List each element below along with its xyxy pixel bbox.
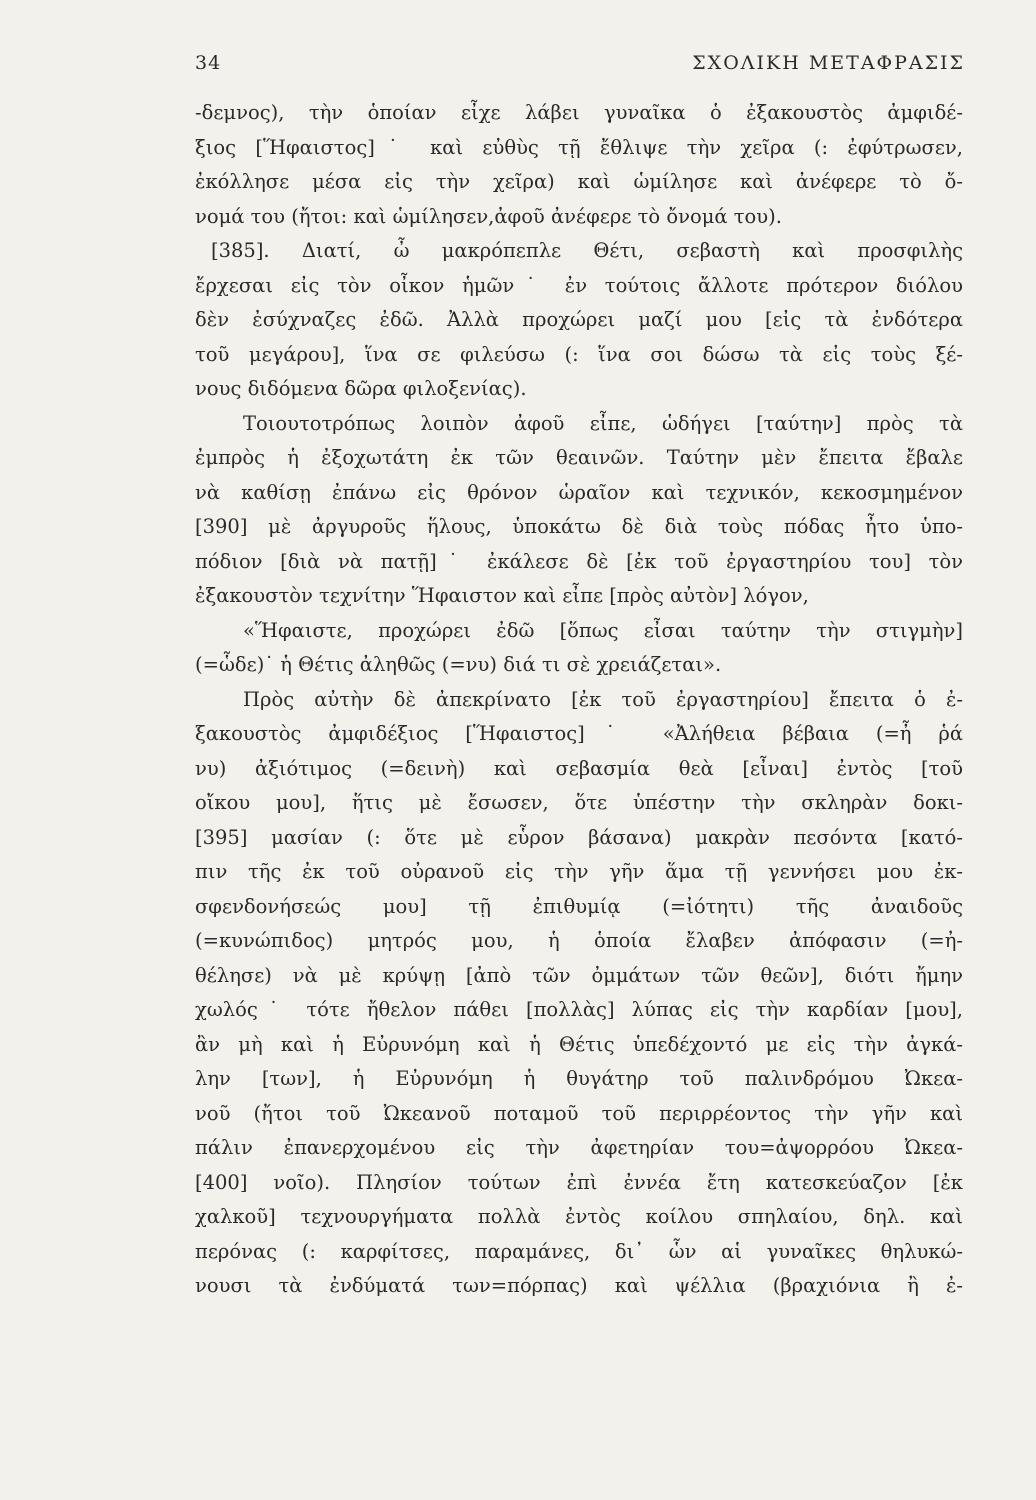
text-line: [385]. Διατί, ὦ μακρόπεπλε Θέτι, σεβαστὴ καὶ προσφιλὴς bbox=[211, 239, 963, 262]
text-line: πιν τῆς ἐκ τοῦ οὐρανοῦ εἰς τὴν γῆν ἅμα τῇ γεννήσει μου ἐκ- bbox=[195, 860, 963, 883]
text-line: χαλκοῦ] τεχνουργήματα πολλὰ ἐντὸς κοίλου σπηλαίου, δηλ. καὶ bbox=[195, 1205, 963, 1228]
page-header bbox=[195, 52, 965, 86]
text-line: ἐξακουστὸν τεχνίτην Ἥφαιστον καὶ εἶπε [πρὸς αὐτὸν] λόγον, bbox=[195, 584, 809, 607]
text-line: τοῦ μεγάρου], ἵνα σε φιλεύσω (: ἵνα σοι δώσω τὰ εἰς τοὺς ξέ- bbox=[195, 342, 963, 366]
text-line: ἔρχεσαι εἰς τὸν οἶκον ἡμῶν˙ ἐν τούτοις ἄλλοτε πρότερον διόλου bbox=[195, 273, 963, 297]
text-line: ἐκόλλησε μέσα εἰς τὴν χεῖρα) καὶ ὡμίλησε καὶ ἀνέφερε τὸ ὄ- bbox=[195, 170, 963, 193]
text-line: θέλησε) νὰ μὲ κρύψῃ [ἀπὸ τῶν ὀμμάτων τῶν θεῶν], διότι ἤμην bbox=[195, 963, 963, 987]
text-line: δὲν ἐσύχναζες ἐδῶ. Ἀλλὰ προχώρει μαζί μου [εἰς τὰ ἐνδότερα bbox=[195, 308, 963, 331]
page-number: 34 bbox=[195, 52, 222, 74]
text-line: [390] μὲ ἀργυροῦς ἥλους, ὑποκάτω δὲ διὰ τοὺς πόδας ἦτο ὑπο- bbox=[195, 515, 963, 538]
text-line: νουσι τὰ ἐνδύματά των=πόρπας) καὶ ψέλλια (βραχιόνια ἢ ἐ- bbox=[195, 1274, 963, 1297]
text-line: νομά του (ἤτοι: καὶ ὡμίλησεν,ἀφοῦ ἀνέφερε τὸ ὄνομά του). bbox=[195, 204, 782, 228]
body-text bbox=[195, 96, 963, 1304]
text-line: χωλός˙ τότε ἤθελον πάθει [πολλὰς] λύπας εἰς τὴν καρδίαν [μου], bbox=[195, 998, 963, 1021]
text-line: ξιος [Ἥφαιστος]˙ καὶ εὐθὺς τῇ ἔθλιψε τὴν χεῖρα (: ἐφύτρωσεν, bbox=[195, 135, 963, 159]
running-title: ΣΧΟΛΙΚΗ ΜΕΤΑΦΡΑΣΙΣ bbox=[692, 52, 965, 74]
text-line: ἐμπρὸς ἡ ἐξοχωτάτη ἐκ τῶν θεαινῶν. Ταύτην μὲν ἔπειτα ἔβαλε bbox=[195, 446, 963, 469]
text-line: πάλιν ἐπανερχομένου εἰς τὴν ἀφετηρίαν του=ἀψορρόου Ὠκεα- bbox=[195, 1136, 963, 1159]
text-line: νυ) ἀξιότιμος (=δεινὴ) καὶ σεβασμία θεὰ [εἶναι] ἐντὸς [τοῦ bbox=[195, 756, 963, 780]
text-line: ξακουστὸς ἀμφιδέξιος [Ἥφαιστος]˙ «Ἀλήθεια βέβαια (=ἦ ῥά bbox=[195, 722, 963, 745]
text-line: πόδιον [διὰ νὰ πατῇ]˙ ἐκάλεσε δὲ [ἐκ τοῦ ἐργαστηρίου του] τὸν bbox=[195, 549, 963, 573]
text-line: νους διδόμενα δῶρα φιλοξενίας). bbox=[195, 377, 527, 400]
text-line: -δεμνος), τὴν ὁποίαν εἶχε λάβει γυναῖκα ὁ ἐξακουστὸς ἀμφιδέ- bbox=[195, 101, 963, 124]
text-line: Πρὸς αὐτὴν δὲ ἀπεκρίνατο [ἐκ τοῦ ἐργαστηρίου] ἔπειτα ὁ ἐ- bbox=[243, 687, 963, 711]
text-line: περόνας (: καρφίτσες, παραμάνες, δι᾽ ὧν αἱ γυναῖκες θηλυκώ- bbox=[195, 1239, 963, 1263]
text-line: [395] μασίαν (: ὅτε μὲ εὗρον βάσανα) μακρὰν πεσόντα [κατό- bbox=[195, 825, 963, 849]
text-line: νοῦ (ἤτοι τοῦ Ὠκεανοῦ ποταμοῦ τοῦ περιρρέοντος τὴν γῆν καὶ bbox=[195, 1101, 963, 1125]
text-line: (=κυνώπιδος) μητρός μου, ἡ ὁποία ἔλαβεν ἀπόφασιν (=ἠ- bbox=[195, 929, 963, 952]
text-line: (=ὧδε)˙ ἡ Θέτις ἀληθῶς (=νυ) διά τι σὲ χρειάζεται». bbox=[195, 653, 722, 676]
text-line: «Ἥφαιστε, προχώρει ἐδῶ [ὅπως εἶσαι ταύτην τὴν στιγμὴν] bbox=[243, 618, 963, 642]
text-line: νὰ καθίσῃ ἐπάνω εἰς θρόνον ὡραῖον καὶ τεχνικόν, κεκοσμημένον bbox=[195, 480, 963, 504]
text-line: οἴκου μου], ἥτις μὲ ἔσωσεν, ὅτε ὑπέστην τὴν σκληρὰν δοκι- bbox=[195, 791, 963, 814]
text-line: λην [των], ἡ Εὐρυνόμη ἡ θυγάτηρ τοῦ παλινδρόμου Ὠκεα- bbox=[195, 1067, 963, 1090]
text-line: [400] νοῖο). Πλησίον τούτων ἐπὶ ἐννέα ἔτη κατεσκεύαζον [ἐκ bbox=[195, 1170, 963, 1194]
text-line: Τοιουτοτρόπως λοιπὸν ἀφοῦ εἶπε, ὡδήγει [ταύτην] πρὸς τὰ bbox=[243, 411, 963, 435]
text-line: σφενδονήσεώς μου] τῇ ἐπιθυμίᾳ (=ἰότητι) τῆς ἀναιδοῦς bbox=[195, 894, 963, 918]
text-line: ἂν μὴ καὶ ἡ Εὐρυνόμη καὶ ἡ Θέτις ὑπεδέχοντό με εἰς τὴν ἀγκά- bbox=[195, 1032, 963, 1056]
